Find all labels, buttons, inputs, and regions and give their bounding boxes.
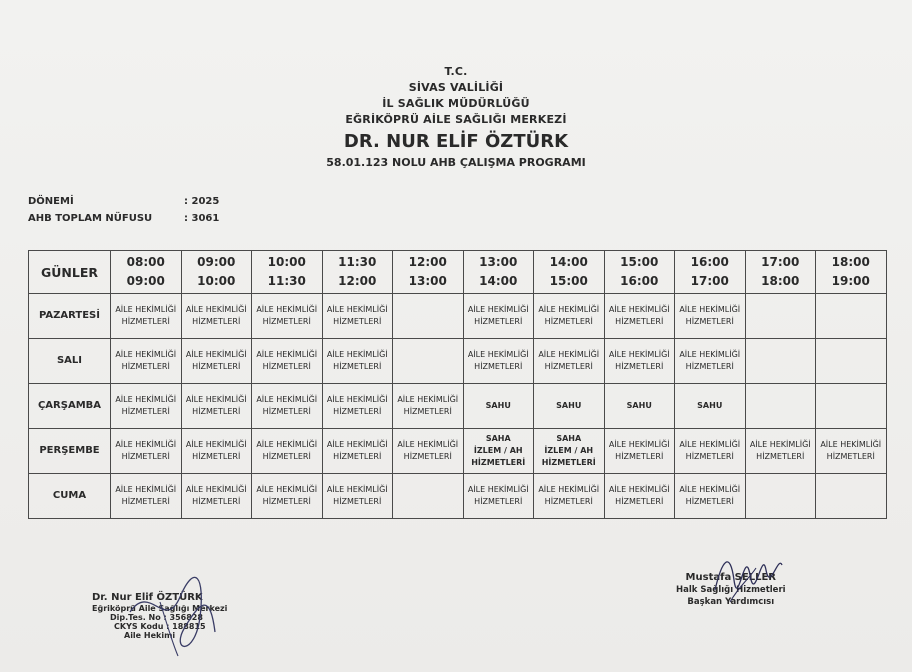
cell-text: AİLE HEKİMLİĞİ [185, 350, 247, 359]
cell-text: HİZMETLERİ [685, 452, 734, 461]
day-label: PAZARTESİ [29, 294, 111, 339]
time-slot-start: 15:00 [620, 255, 659, 269]
time-slot-header [111, 251, 182, 294]
cell-text: HİZMETLERİ [541, 458, 596, 467]
schedule-cell [393, 339, 464, 384]
table-header-row [29, 251, 887, 294]
cell-text: SAHU [626, 401, 652, 410]
schedule-cell [181, 294, 252, 339]
day-label: PERŞEMBE [29, 429, 111, 474]
cell-text: HİZMETLERİ [121, 497, 170, 506]
schedule-cell [604, 474, 675, 519]
schedule-cell [252, 429, 323, 474]
period-label: DÖNEMİ [28, 196, 74, 207]
cell-text: HİZMETLERİ [192, 317, 241, 326]
time-slot-header [463, 251, 534, 294]
table-row [29, 429, 887, 474]
cell-text: AİLE HEKİMLİĞİ [679, 485, 741, 494]
schedule-cell [675, 339, 746, 384]
schedule-cell [816, 339, 887, 384]
cell-text: AİLE HEKİMLİĞİ [326, 440, 388, 449]
schedule-cell [604, 429, 675, 474]
cell-text: AİLE HEKİMLİĞİ [820, 440, 882, 449]
schedule-cell [604, 384, 675, 429]
schedule-cell [393, 384, 464, 429]
schedule-cell [252, 339, 323, 384]
cell-text: AİLE HEKİMLİĞİ [467, 485, 529, 494]
cell-text: HİZMETLERİ [333, 452, 382, 461]
left-signature-scribble [110, 572, 230, 662]
schedule-cell [111, 384, 182, 429]
schedule-cell [322, 429, 393, 474]
time-slot-end: 16:00 [620, 274, 659, 288]
header-merkez: EĞRİKÖPRÜ AİLE SAĞLIĞI MERKEZİ [345, 113, 567, 126]
day-label: SALI [29, 339, 111, 384]
table-body [29, 294, 887, 519]
schedule-cell [322, 294, 393, 339]
header-mudurluk: İL SAĞLIK MÜDÜRLÜĞÜ [382, 97, 530, 110]
schedule-cell [816, 429, 887, 474]
schedule-table [28, 250, 887, 519]
cell-text: AİLE HEKİMLİĞİ [538, 485, 600, 494]
days-header: GÜNLER [29, 251, 111, 294]
document-header [0, 64, 912, 171]
header-valilik: SİVAS VALİLİĞİ [408, 81, 504, 94]
schedule-cell [463, 384, 534, 429]
schedule-cell [534, 294, 605, 339]
cell-text: AİLE HEKİMLİĞİ [326, 485, 388, 494]
time-slot-end: 15:00 [549, 274, 588, 288]
schedule-cell [675, 294, 746, 339]
time-slot-start: 18:00 [831, 255, 870, 269]
time-slot-header [181, 251, 252, 294]
cell-text: HİZMETLERİ [121, 317, 170, 326]
schedule-cell [534, 339, 605, 384]
cell-text: AİLE HEKİMLİĞİ [679, 305, 741, 314]
cell-text: AİLE HEKİMLİĞİ [256, 395, 318, 404]
schedule-cell [816, 384, 887, 429]
cell-text: HİZMETLERİ [615, 362, 664, 371]
cell-text: AİLE HEKİMLİĞİ [115, 350, 177, 359]
cell-text: HİZMETLERİ [474, 362, 523, 371]
info-block [28, 196, 264, 230]
schedule-cell [816, 474, 887, 519]
schedule-cell [393, 429, 464, 474]
time-slot-start: 13:00 [479, 255, 518, 269]
schedule-cell [322, 474, 393, 519]
schedule-cell [252, 384, 323, 429]
cell-text: AİLE HEKİMLİĞİ [397, 440, 459, 449]
cell-text: AİLE HEKİMLİĞİ [608, 305, 670, 314]
cell-text: HİZMETLERİ [615, 452, 664, 461]
cell-text: HİZMETLERİ [121, 452, 170, 461]
cell-text: HİZMETLERİ [121, 362, 170, 371]
cell-text: AİLE HEKİMLİĞİ [608, 350, 670, 359]
cell-text: AİLE HEKİMLİĞİ [679, 440, 741, 449]
cell-text: HİZMETLERİ [474, 317, 523, 326]
population-value: : 3061 [184, 213, 220, 224]
signature-right-name: Mustafa SELLER [685, 572, 776, 583]
schedule-cell [534, 384, 605, 429]
schedule-cell [111, 474, 182, 519]
schedule-cell [181, 384, 252, 429]
cell-text: HİZMETLERİ [192, 407, 241, 416]
cell-text: SAHU [697, 401, 723, 410]
cell-text: HİZMETLERİ [403, 407, 452, 416]
schedule-cell [393, 474, 464, 519]
schedule-cell [604, 294, 675, 339]
cell-text: HİZMETLERİ [615, 497, 664, 506]
time-slot-start: 14:00 [549, 255, 588, 269]
cell-text: AİLE HEKİMLİĞİ [608, 485, 670, 494]
table-row [29, 294, 887, 339]
cell-text: AİLE HEKİMLİĞİ [115, 395, 177, 404]
cell-text: HİZMETLERİ [192, 497, 241, 506]
day-label: CUMA [29, 474, 111, 519]
cell-text: AİLE HEKİMLİĞİ [256, 485, 318, 494]
schedule-cell [463, 429, 534, 474]
cell-text: HİZMETLERİ [333, 497, 382, 506]
schedule-cell [322, 339, 393, 384]
cell-text: HİZMETLERİ [403, 452, 452, 461]
time-slot-end: 18:00 [761, 274, 800, 288]
time-slot-header [675, 251, 746, 294]
cell-text: HİZMETLERİ [262, 317, 311, 326]
cell-text: HİZMETLERİ [826, 452, 875, 461]
time-slot-start: 11:30 [338, 255, 377, 269]
cell-text: AİLE HEKİMLİĞİ [326, 350, 388, 359]
header-tc: T.C. [444, 65, 468, 78]
cell-text: SAHA [556, 434, 582, 443]
cell-text: İZLEM / AH [473, 446, 523, 455]
schedule-cell [111, 429, 182, 474]
cell-text: HİZMETLERİ [615, 317, 664, 326]
schedule-cell [675, 384, 746, 429]
schedule-cell [745, 384, 816, 429]
cell-text: AİLE HEKİMLİĞİ [185, 305, 247, 314]
cell-text: AİLE HEKİMLİĞİ [326, 305, 388, 314]
cell-text: SAHU [556, 401, 582, 410]
time-slot-start: 12:00 [408, 255, 447, 269]
cell-text: AİLE HEKİMLİĞİ [397, 395, 459, 404]
cell-text: AİLE HEKİMLİĞİ [538, 305, 600, 314]
cell-text: HİZMETLERİ [262, 362, 311, 371]
schedule-cell [745, 294, 816, 339]
schedule-cell [604, 339, 675, 384]
day-label: ÇARŞAMBA [29, 384, 111, 429]
time-slot-end: 14:00 [479, 274, 518, 288]
cell-text: HİZMETLERİ [474, 497, 523, 506]
time-slot-start: 09:00 [197, 255, 236, 269]
schedule-cell [534, 474, 605, 519]
time-slot-start: 17:00 [761, 255, 800, 269]
cell-text: HİZMETLERİ [544, 317, 593, 326]
cell-text: AİLE HEKİMLİĞİ [679, 350, 741, 359]
cell-text: AİLE HEKİMLİĞİ [467, 305, 529, 314]
signature-left-name: Dr. Nur Elif ÖZTÜRK [92, 592, 203, 603]
cell-text: HİZMETLERİ [333, 362, 382, 371]
schedule-cell [181, 429, 252, 474]
schedule-cell [322, 384, 393, 429]
schedule-cell [181, 339, 252, 384]
cell-text: AİLE HEKİMLİĞİ [115, 485, 177, 494]
schedule-cell [745, 474, 816, 519]
cell-text: AİLE HEKİMLİĞİ [185, 485, 247, 494]
period-value: : 2025 [184, 196, 220, 207]
time-slot-start: 08:00 [126, 255, 165, 269]
signature-left-line4: Aile Hekimi [124, 631, 176, 640]
table-row [29, 474, 887, 519]
time-slot-end: 10:00 [197, 274, 236, 288]
time-slot-end: 13:00 [408, 274, 447, 288]
cell-text: AİLE HEKİMLİĞİ [467, 350, 529, 359]
signature-left-line2: Dip.Tes. No : 356828 [110, 613, 203, 622]
time-slot-header [393, 251, 464, 294]
cell-text: HİZMETLERİ [192, 362, 241, 371]
cell-text: HİZMETLERİ [756, 452, 805, 461]
time-slot-header [604, 251, 675, 294]
schedule-cell [463, 339, 534, 384]
time-slot-header [534, 251, 605, 294]
cell-text: HİZMETLERİ [471, 458, 526, 467]
cell-text: HİZMETLERİ [685, 497, 734, 506]
time-slot-start: 16:00 [690, 255, 729, 269]
cell-text: HİZMETLERİ [262, 452, 311, 461]
schedule-cell [816, 294, 887, 339]
cell-text: AİLE HEKİMLİĞİ [538, 350, 600, 359]
schedule-cell [111, 294, 182, 339]
time-slot-start: 10:00 [267, 255, 306, 269]
table-row [29, 339, 887, 384]
cell-text: HİZMETLERİ [544, 362, 593, 371]
time-slot-end: 17:00 [690, 274, 729, 288]
cell-text: AİLE HEKİMLİĞİ [749, 440, 811, 449]
cell-text: AİLE HEKİMLİĞİ [185, 440, 247, 449]
right-signature-scribble [700, 540, 790, 610]
time-slot-header [745, 251, 816, 294]
time-slot-end: 09:00 [126, 274, 165, 288]
table-row [29, 384, 887, 429]
cell-text: HİZMETLERİ [333, 317, 382, 326]
cell-text: İZLEM / AH [544, 446, 594, 455]
time-slot-end: 19:00 [831, 274, 870, 288]
schedule-cell [252, 474, 323, 519]
time-slot-header [252, 251, 323, 294]
cell-text: HİZMETLERİ [333, 407, 382, 416]
time-slot-header [322, 251, 393, 294]
cell-text: AİLE HEKİMLİĞİ [256, 350, 318, 359]
cell-text: AİLE HEKİMLİĞİ [115, 440, 177, 449]
cell-text: AİLE HEKİMLİĞİ [256, 440, 318, 449]
schedule-cell [534, 429, 605, 474]
schedule-cell [111, 339, 182, 384]
doctor-name: DR. NUR ELİF ÖZTÜRK [343, 131, 569, 152]
cell-text: HİZMETLERİ [262, 497, 311, 506]
cell-text: HİZMETLERİ [121, 407, 170, 416]
signature-right-line2: Başkan Yardımcısı [687, 597, 775, 607]
schedule-cell [463, 294, 534, 339]
cell-text: AİLE HEKİMLİĞİ [185, 395, 247, 404]
cell-text: HİZMETLERİ [685, 362, 734, 371]
schedule-cell [675, 429, 746, 474]
cell-text: SAHA [485, 434, 511, 443]
schedule-cell [675, 474, 746, 519]
program-title: 58.01.123 NOLU AHB ÇALIŞMA PROGRAMI [326, 156, 586, 169]
cell-text: AİLE HEKİMLİĞİ [608, 440, 670, 449]
time-slot-end: 11:30 [267, 274, 306, 288]
time-slot-end: 12:00 [338, 274, 377, 288]
cell-text: SAHU [485, 401, 511, 410]
schedule-cell [393, 294, 464, 339]
cell-text: HİZMETLERİ [544, 497, 593, 506]
cell-text: AİLE HEKİMLİĞİ [256, 305, 318, 314]
signature-left-line3: CKYS Kodu : 188815 [114, 622, 206, 631]
signature-left-line1: Eğriköprü Aile Sağlığı Merkezi [92, 604, 228, 613]
schedule-cell [745, 339, 816, 384]
cell-text: AİLE HEKİMLİĞİ [115, 305, 177, 314]
schedule-cell [463, 474, 534, 519]
schedule-cell [745, 429, 816, 474]
schedule-cell [252, 294, 323, 339]
cell-text: HİZMETLERİ [262, 407, 311, 416]
cell-text: HİZMETLERİ [192, 452, 241, 461]
population-label: AHB TOPLAM NÜFUSU [28, 213, 153, 224]
signature-right-line1: Halk Sağlığı Hizmetleri [676, 585, 786, 595]
cell-text: AİLE HEKİMLİĞİ [326, 395, 388, 404]
schedule-cell [181, 474, 252, 519]
time-slot-header [816, 251, 887, 294]
cell-text: HİZMETLERİ [685, 317, 734, 326]
